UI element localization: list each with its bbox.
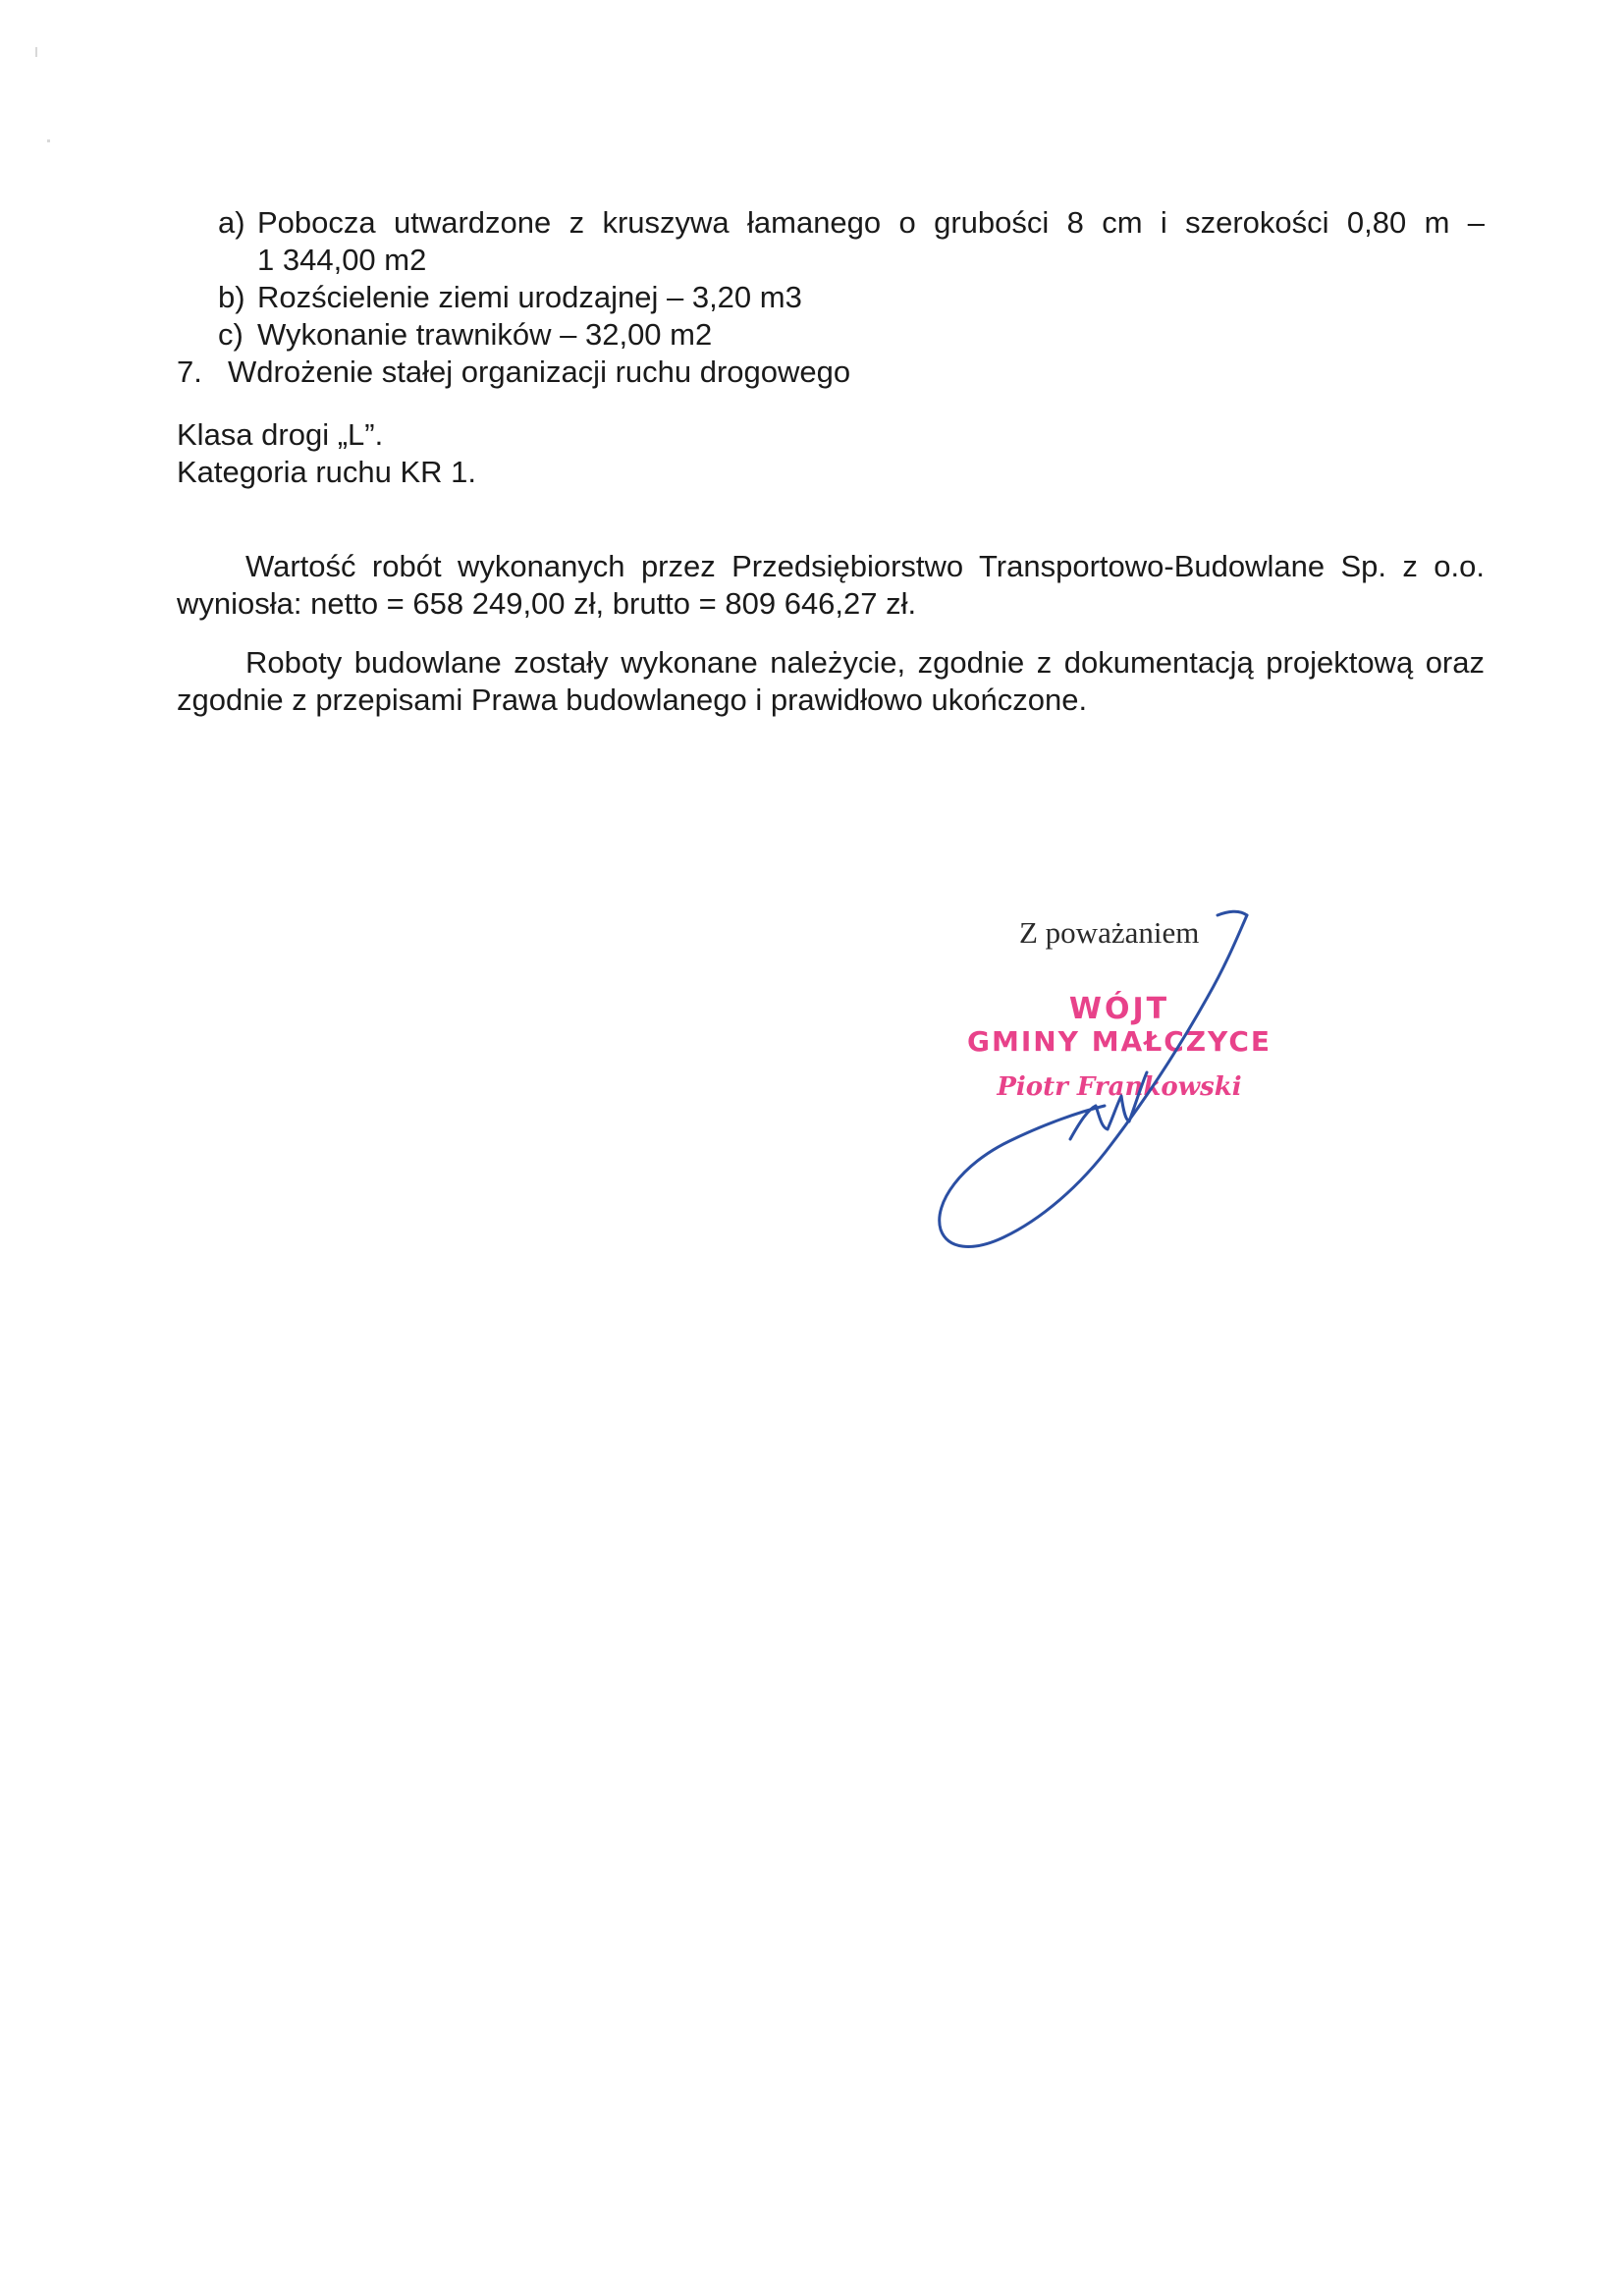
list-item-b [218, 279, 1485, 316]
traffic-category: Kategoria ruchu KR 1. [177, 455, 477, 489]
value-paragraph [177, 548, 1485, 623]
list-marker: a) [218, 205, 245, 240]
handwritten-signature [923, 903, 1276, 1277]
list-marker: b) [218, 280, 245, 314]
conclusion-paragraph-line1: Roboty budowlane zostały wykonane należycie, zgodnie z dokumentacją projektową oraz [245, 645, 1485, 680]
numbered-item-text: Wdrożenie stałej organizacji ruchu drogowego [228, 355, 851, 389]
list-item-text: Wykonanie trawników – 32,00 m2 [257, 317, 713, 352]
list-marker: c) [218, 317, 244, 352]
conclusion-paragraph-line2: zgodnie z przepisami Prawa budowlanego i prawidłowo ukończone. [177, 683, 1088, 717]
value-paragraph-line2: wyniosła: netto = 658 249,00 zł, brutto = 809 646,27 zł. [177, 586, 917, 621]
list-item-text: Pobocza utwardzone z kruszywa łamanego o grubości 8 cm i szerokości 0,80 m – [257, 205, 1485, 240]
conclusion-paragraph [177, 644, 1485, 719]
scan-speck [35, 47, 37, 57]
stamp-title: WÓJT [1068, 992, 1170, 1026]
value-paragraph-line1: Wartość robót wykonanych przez Przedsiębiorstwo Transportowo-Budowlane Sp. z o.o. [245, 549, 1485, 583]
list-item-a [218, 204, 1485, 242]
list-item-a-continuation: 1 344,00 m2 [257, 243, 427, 277]
list-item-text: Rozścielenie ziemi urodzajnej – 3,20 m3 [257, 280, 802, 314]
stamp-office: GMINY MAŁCZYCE [966, 1025, 1272, 1058]
closing-salutation: Z poważaniem [1019, 915, 1200, 950]
list-item-c [218, 316, 1485, 354]
list-marker: 7. [177, 355, 202, 389]
numbered-item-7 [177, 354, 1060, 391]
stamp-name: Piotr Frankowski [997, 1072, 1242, 1102]
road-class: Klasa drogi „L”. [177, 417, 384, 452]
scan-speck [47, 139, 50, 142]
